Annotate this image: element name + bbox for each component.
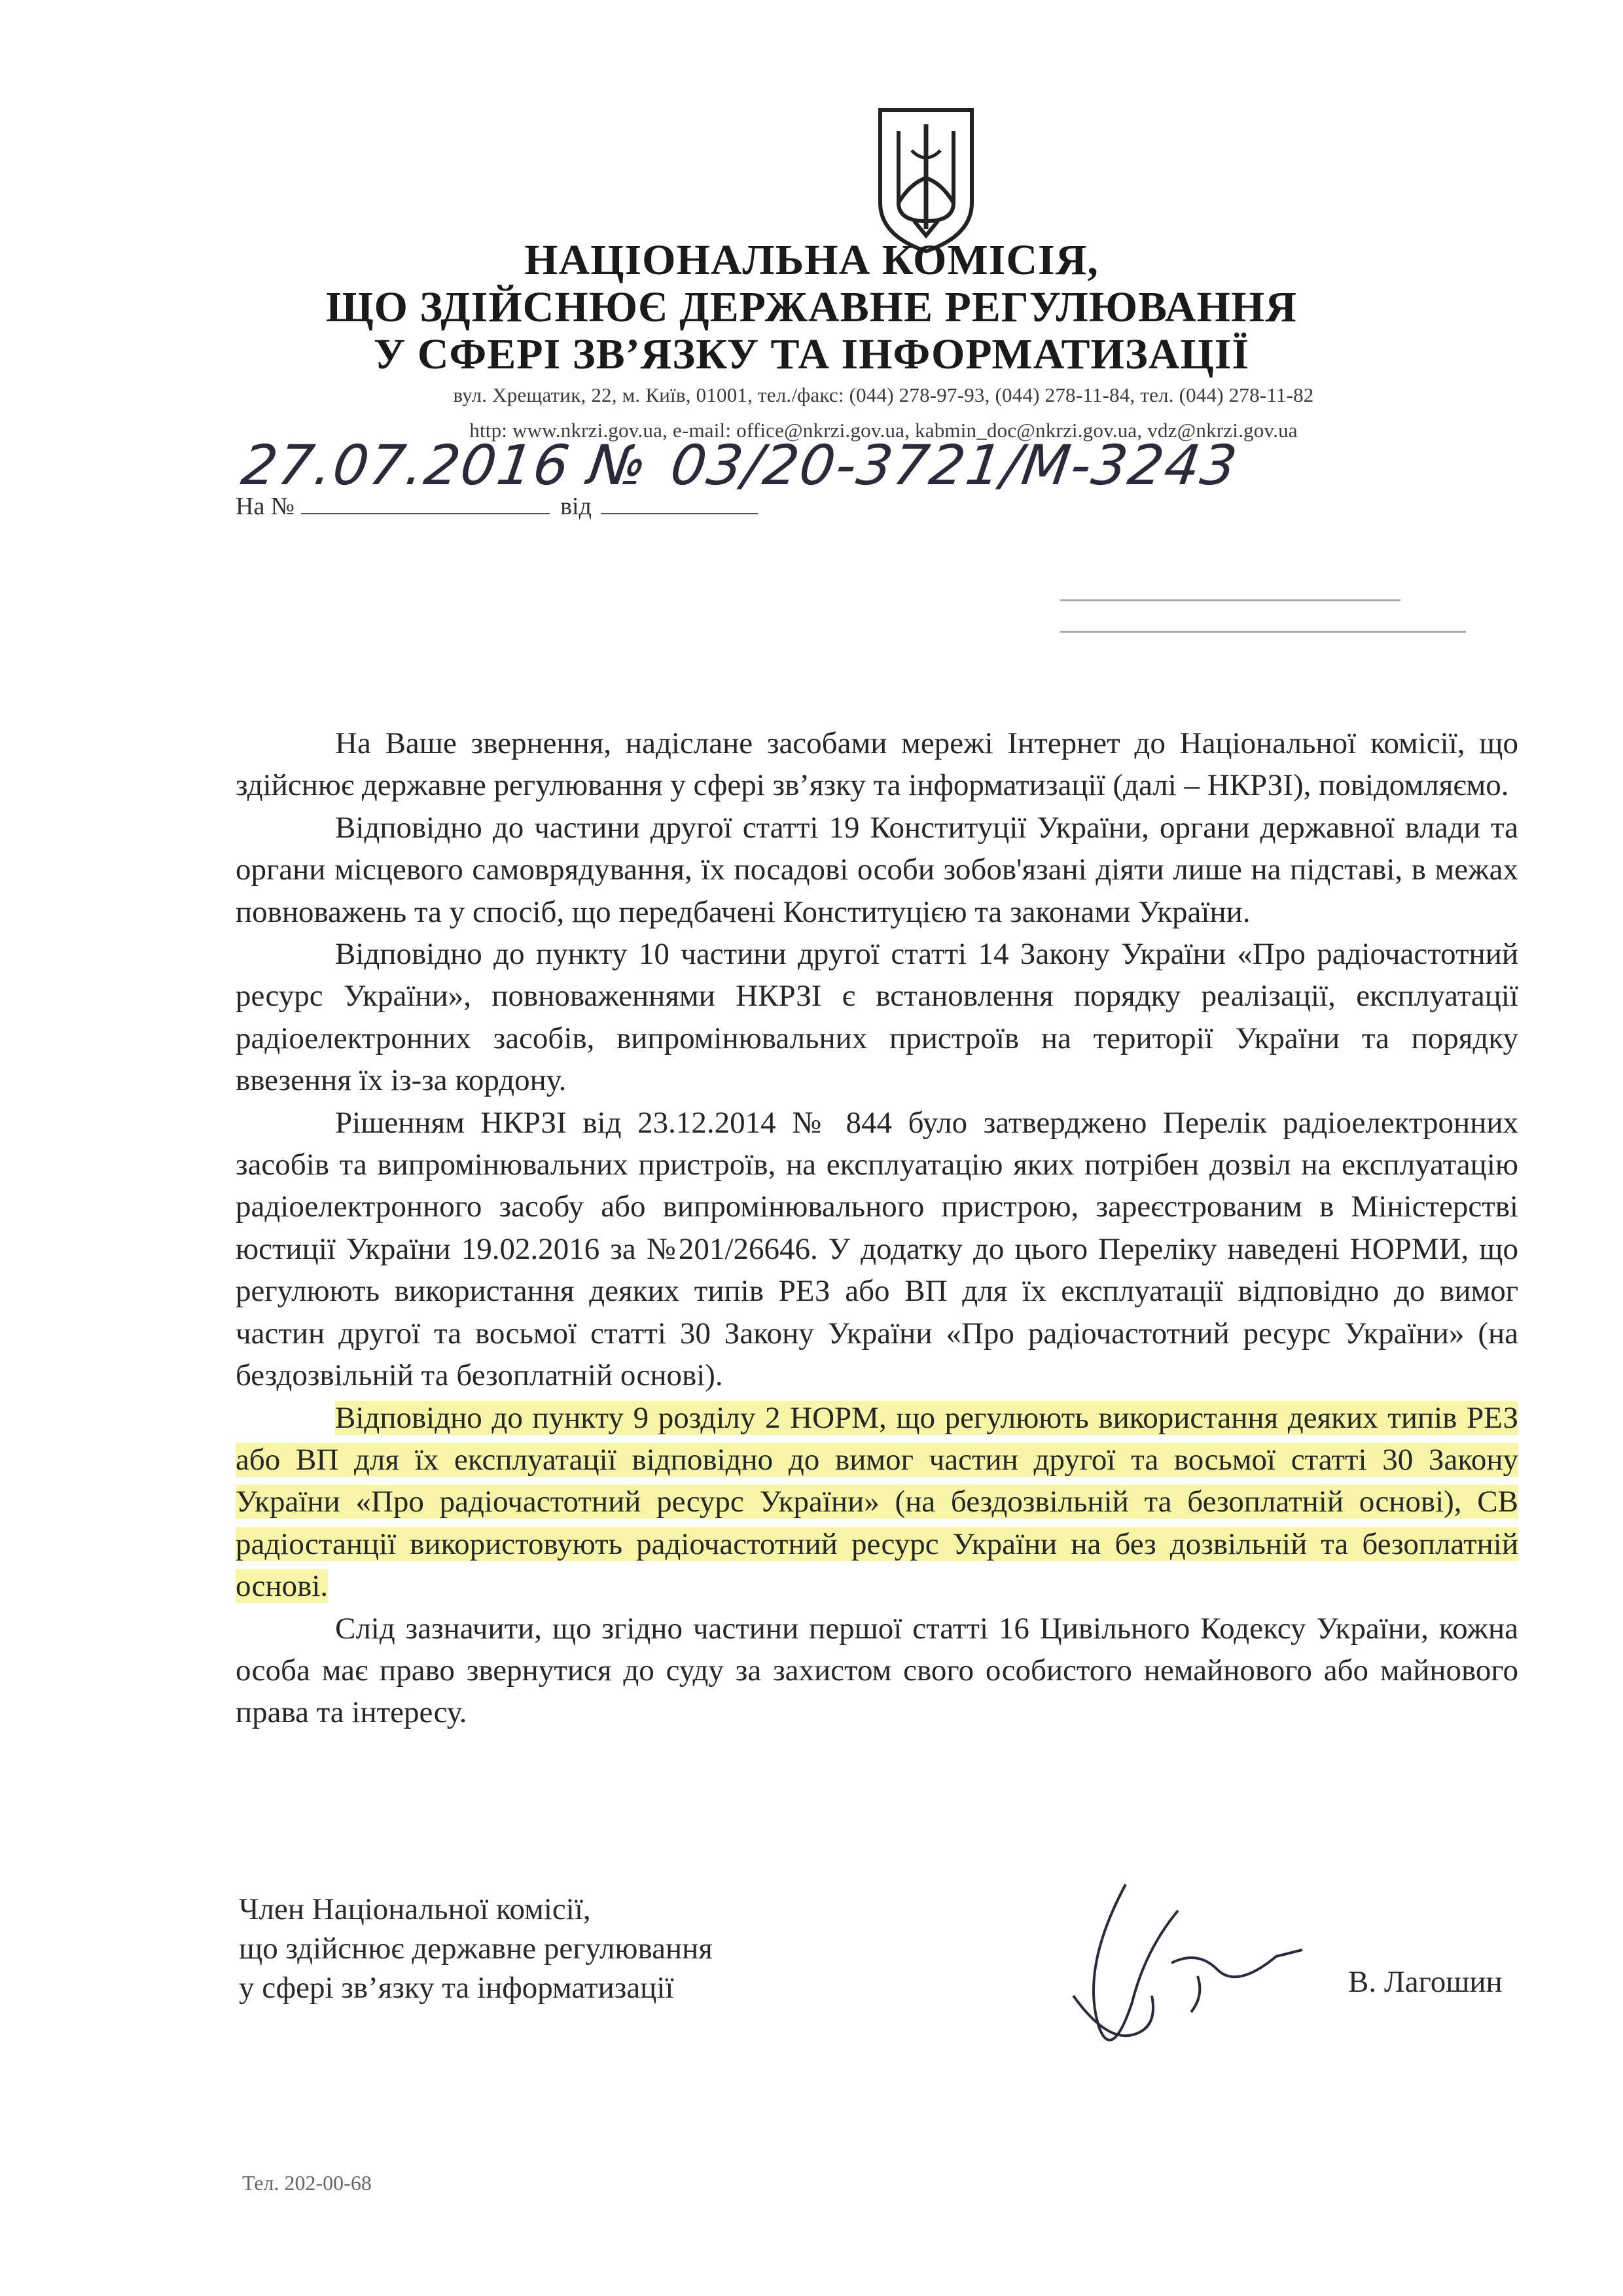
executor-phone: Тел. 202-00-68	[242, 2171, 372, 2195]
signatory-title-line-1: Член Національної комісії,	[239, 1892, 591, 1926]
paragraph-6: Слід зазначити, що згідно частини першої статті 16 Цивільного Кодексу України, кожна особа має право звернутися до суду за захистом свого особистого немайнового або майнового права та інтересу.	[236, 1611, 1518, 1730]
org-name-line-3: У СФЕРІ ЗВ’ЯЗКУ ТА ІНФОРМАТИЗАЦІЇ	[373, 330, 1250, 378]
org-address: вул. Хрещатик, 22, м. Київ, 01001, тел./факс: (044) 278-97-93, (044) 278-11-84, тел. (044) 278-11-82	[453, 383, 1314, 406]
ref-from-label: від	[560, 493, 592, 520]
signatory-title-line-2: що здійснює державне регулювання	[239, 1932, 713, 1966]
handwritten-signature-icon	[1001, 1871, 1342, 2068]
highlighted-text: Відповідно до пункту 9 розділу 2 НОРМ, що регулюють використання деяких типів РЕЗ або ВП для їх експлуатації відповідно до вимог частин другої та восьмої статті 30 Закону України «Про радіочастотний ресурс України» (на бездозвільній та безоплатній основі), СВ радіостанції використовують радіочастотний ресурс України на без дозвільній та безоплатній основі.	[236, 1400, 1518, 1604]
faint-address-line	[1060, 631, 1466, 633]
ref-prefix: На №	[236, 493, 295, 520]
faint-address-line	[1060, 599, 1400, 601]
letter-body	[236, 722, 1518, 1734]
signer-name: В. Лагошин	[1348, 1965, 1503, 1999]
ref-number-blank	[301, 493, 550, 514]
signatory-title-line-3: у сфері зв’язку та інформатизації	[239, 1971, 674, 2005]
registration-number: 03/20-3721/М-3243	[666, 433, 1242, 497]
registration-number-sign: №	[584, 433, 652, 497]
paragraph-5-highlighted	[236, 1397, 1518, 1608]
paragraph-4: Рішенням НКРЗІ від 23.12.2014 № 844 було затверджено Перелік радіоелектронних засобів та випромінювальних пристроїв, на експлуатацію яких потрібен дозвіл на експлуатацію радіоелектронного засобу або випромінювального пристрою, зареєстрованим в Міністерстві юстиції України 19.02.2016 за №201/26646. У додатку до цього Переліку наведені НОРМИ, що регулюють використання деяких типів РЕЗ або ВП для їх експлуатації відповідно до вимог частин другої та восьмої статті 30 Закону України «Про радіочастотний ресурс України» (на бездозвільній та безоплатній основі).	[236, 1105, 1518, 1393]
ref-date-blank	[601, 493, 758, 514]
paragraph-1: На Ваше звернення, надіслане засобами мережі Інтернет до Національної комісії, що здійснює державне регулювання у сфері зв’язку та інформатизації (далі – НКРЗІ), повідомляємо.	[236, 726, 1518, 803]
org-name-line-1: НАЦІОНАЛЬНА КОМІСІЯ,	[524, 236, 1099, 284]
handwritten-registration	[238, 433, 1242, 497]
org-web-contacts: http: www.nkrzi.gov.ua, e-mail: office@nkrzi.gov.ua, kabmin_doc@nkrzi.gov.ua, vdz@nkrzi.gov.ua	[469, 419, 1298, 442]
paragraph-2: Відповідно до частини другої статті 19 Конституції України, органи державної влади та органи місцевого самоврядування, їх посадові особи зобов'язані діяти лише на підставі, в межах повноважень та у спосіб, що передбачені Конституцією та законами України.	[236, 810, 1518, 929]
org-name-line-2: ЩО ЗДІЙСНЮЄ ДЕРЖАВНЕ РЕГУЛЮВАННЯ	[326, 283, 1297, 331]
tryzub-coat-of-arms-icon	[874, 105, 978, 255]
reference-line	[236, 492, 758, 521]
registration-date: 27.07.2016	[238, 433, 575, 497]
paragraph-3: Відповідно до пункту 10 частини другої статті 14 Закону України «Про радіочастотний ресурс України», повноваженнями НКРЗІ є встановлення порядку реалізації, експлуатації радіоелектронних засобів, випромінювальних пристроїв на території України та порядку ввезення їх із-за кордону.	[236, 937, 1518, 1098]
signatory-title	[239, 1890, 713, 2007]
